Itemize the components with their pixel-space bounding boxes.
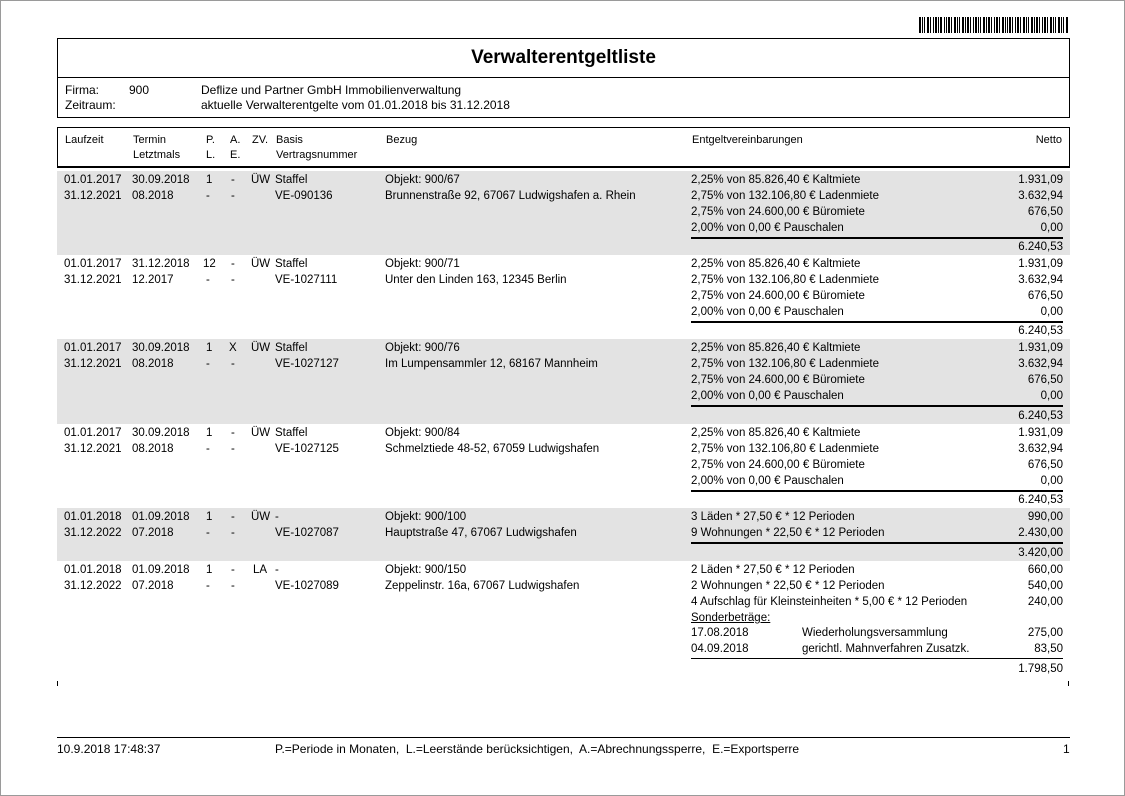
laufzeit-start: 01.01.2018 (64, 564, 122, 576)
laufzeit-end: 31.12.2021 (64, 358, 122, 370)
vertragsnummer: VE-1027087 (275, 527, 339, 539)
periode: 1 (206, 511, 213, 523)
exportsperre: - (231, 443, 235, 455)
basis: Staffel (275, 342, 308, 354)
zeitraum-label: Zeitraum: (65, 98, 116, 112)
entgelt-amount: 676,50 (1027, 290, 1063, 302)
table-row (57, 339, 1070, 424)
total-divider (691, 490, 1063, 492)
entgelt-item: 2,75% von 132.106,80 € Ladenmiete (691, 443, 879, 455)
row-total: 6.240,53 (1018, 241, 1063, 253)
entgelt-item: 9 Wohnungen * 22,50 € * 12 Perioden (691, 527, 885, 539)
zeitraum-text: aktuelle Verwalterentgelte vom 01.01.2018 bis 31.12.2018 (201, 98, 510, 112)
vertragsnummer: VE-1027089 (275, 580, 339, 592)
table-row (57, 171, 1070, 255)
crop-mark (1068, 681, 1069, 686)
abrechnungssperre: X (229, 342, 237, 354)
zahlungsverfahren: ÜW (251, 427, 271, 439)
entgelt-item: 2 Wohnungen * 22,50 € * 12 Perioden (691, 580, 885, 592)
sonder-date: 17.08.2018 (691, 627, 749, 639)
exportsperre: - (231, 190, 235, 202)
entgelt-item: 2,00% von 0,00 € Pauschalen (691, 475, 844, 487)
adresse: Brunnenstraße 92, 67067 Ludwigshafen a. Rhein (385, 190, 636, 202)
entgelt-amount: 3.632,94 (1018, 358, 1063, 370)
letztmals: 08.2018 (132, 443, 174, 455)
objekt: Objekt: 900/76 (385, 342, 460, 354)
footer-divider (57, 737, 1070, 738)
divider (58, 77, 1069, 78)
entgelt-amount: 240,00 (1027, 596, 1063, 608)
laufzeit-start: 01.01.2017 (64, 258, 122, 270)
basis: - (275, 564, 279, 576)
entgelt-item: 4 Aufschlag für Kleinsteinheiten * 5,00 € * 12 Perioden (691, 596, 968, 608)
entgelt-amount: 990,00 (1027, 511, 1063, 523)
col-netto: Netto (1035, 134, 1062, 146)
exportsperre: - (231, 274, 235, 286)
laufzeit-start: 01.01.2017 (64, 174, 122, 186)
objekt: Objekt: 900/71 (385, 258, 460, 270)
total-divider (691, 542, 1063, 544)
adresse: Unter den Linden 163, 12345 Berlin (385, 274, 567, 286)
basis: Staffel (275, 174, 308, 186)
termin: 30.09.2018 (132, 174, 190, 186)
entgelt-item: 2,75% von 24.600,00 € Büromiete (691, 290, 865, 302)
termin: 01.09.2018 (132, 564, 190, 576)
termin: 31.12.2018 (132, 258, 190, 270)
col-l: L. (206, 149, 216, 161)
termin: 01.09.2018 (132, 511, 190, 523)
entgelt-amount: 1.931,09 (1018, 258, 1063, 270)
entgelt-amount: 0,00 (1040, 390, 1063, 402)
entgelt-amount: 1.931,09 (1018, 174, 1063, 186)
entgelt-item: 2,75% von 132.106,80 € Ladenmiete (691, 358, 879, 370)
table-row (57, 508, 1070, 561)
entgelt-amount: 676,50 (1027, 374, 1063, 386)
entgelt-item: 2,25% von 85.826,40 € Kaltmiete (691, 427, 861, 439)
letztmals: 07.2018 (132, 580, 174, 592)
row-total: 6.240,53 (1018, 494, 1063, 506)
table-row (57, 561, 1070, 679)
page-number: 1 (1063, 742, 1070, 756)
zahlungsverfahren: ÜW (251, 258, 271, 270)
col-a: A. (230, 134, 241, 146)
vertragsnummer: VE-1027125 (275, 443, 339, 455)
leerstand: - (206, 580, 210, 592)
abrechnungssperre: - (231, 427, 235, 439)
zahlungsverfahren: ÜW (251, 174, 271, 186)
periode: 1 (206, 564, 213, 576)
adresse: Schmelztiede 48-52, 67059 Ludwigshafen (385, 443, 600, 455)
footer-legend: P.=Periode in Monaten, L.=Leerstände berücksichtigen, A.=Abrechnungssperre, E.=Exportsperre (275, 742, 800, 756)
sonder-date: 04.09.2018 (691, 643, 749, 655)
barcode-icon (919, 17, 1069, 33)
entgelt-item: 2,75% von 132.106,80 € Ladenmiete (691, 190, 879, 202)
zahlungsverfahren: LA (253, 564, 268, 576)
report-header (57, 38, 1070, 118)
row-total: 6.240,53 (1018, 325, 1063, 337)
col-laufzeit: Laufzeit (65, 134, 104, 146)
basis: Staffel (275, 427, 308, 439)
objekt: Objekt: 900/67 (385, 174, 460, 186)
entgelt-amount: 3.632,94 (1018, 274, 1063, 286)
entgelt-amount: 676,50 (1027, 459, 1063, 471)
entgelt-amount: 2.430,00 (1018, 527, 1063, 539)
entgelt-amount: 0,00 (1040, 222, 1063, 234)
adresse: Im Lumpensammler 12, 68167 Mannheim (385, 358, 598, 370)
zahlungsverfahren: ÜW (251, 342, 271, 354)
entgelt-item: 3 Läden * 27,50 € * 12 Perioden (691, 511, 855, 523)
abrechnungssperre: - (231, 174, 235, 186)
termin: 30.09.2018 (132, 427, 190, 439)
entgelt-amount: 3.632,94 (1018, 190, 1063, 202)
sonder-text: Wiederholungsversammlung (802, 627, 948, 639)
abrechnungssperre: - (231, 258, 235, 270)
exportsperre: - (231, 580, 235, 592)
abrechnungssperre: - (231, 564, 235, 576)
entgelt-item: 2,00% von 0,00 € Pauschalen (691, 222, 844, 234)
col-basis: Basis (276, 134, 303, 146)
entgelt-amount: 0,00 (1040, 306, 1063, 318)
col-e: E. (230, 149, 241, 161)
objekt: Objekt: 900/150 (385, 564, 467, 576)
table-row (57, 424, 1070, 508)
total-divider (691, 405, 1063, 407)
col-letztmals: Letztmals (133, 149, 181, 161)
entgelt-item: 2,00% von 0,00 € Pauschalen (691, 306, 844, 318)
objekt: Objekt: 900/84 (385, 427, 460, 439)
sonderbetraege-label: Sonderbeträge: (691, 612, 771, 624)
sonder-amount: 83,50 (1034, 643, 1063, 655)
total-divider (691, 321, 1063, 323)
exportsperre: - (231, 358, 235, 370)
adresse: Hauptstraße 47, 67067 Ludwigshafen (385, 527, 577, 539)
firma-number: 900 (129, 83, 150, 97)
firma-label: Firma: (65, 83, 99, 97)
letztmals: 08.2018 (132, 358, 174, 370)
entgelt-item: 2,75% von 24.600,00 € Büromiete (691, 206, 865, 218)
entgelt-item: 2,25% von 85.826,40 € Kaltmiete (691, 258, 861, 270)
letztmals: 12.2017 (132, 274, 174, 286)
leerstand: - (206, 527, 210, 539)
col-termin: Termin (133, 134, 167, 146)
periode: 1 (206, 342, 213, 354)
periode: 12 (203, 258, 216, 270)
sonder-text: gerichtl. Mahnverfahren Zusatzk. (802, 643, 970, 655)
laufzeit-end: 31.12.2021 (64, 274, 122, 286)
entgelt-amount: 676,50 (1027, 206, 1063, 218)
leerstand: - (206, 274, 210, 286)
abrechnungssperre: - (231, 511, 235, 523)
table-header (57, 127, 1070, 168)
laufzeit-end: 31.12.2021 (64, 190, 122, 202)
entgelt-amount: 660,00 (1027, 564, 1063, 576)
leerstand: - (206, 358, 210, 370)
basis: - (275, 511, 279, 523)
adresse: Zeppelinstr. 16a, 67067 Ludwigshafen (385, 580, 580, 592)
total-divider (691, 658, 1063, 659)
col-bezug: Bezug (386, 134, 418, 146)
row-total: 1.798,50 (1018, 663, 1063, 675)
laufzeit-end: 31.12.2021 (64, 443, 122, 455)
basis: Staffel (275, 258, 308, 270)
zahlungsverfahren: ÜW (251, 511, 271, 523)
entgelt-amount: 1.931,09 (1018, 427, 1063, 439)
total-divider (691, 237, 1063, 239)
entgelt-item: 2,75% von 132.106,80 € Ladenmiete (691, 274, 879, 286)
entgelt-item: 2,25% von 85.826,40 € Kaltmiete (691, 174, 861, 186)
entgelt-item: 2,00% von 0,00 € Pauschalen (691, 390, 844, 402)
col-vertragsnummer: Vertragsnummer (276, 149, 358, 161)
laufzeit-end: 31.12.2022 (64, 580, 122, 592)
vertragsnummer: VE-090136 (275, 190, 333, 202)
laufzeit-start: 01.01.2017 (64, 427, 122, 439)
entgelt-amount: 0,00 (1040, 475, 1063, 487)
print-timestamp: 10.9.2018 17:48:37 (57, 742, 161, 756)
laufzeit-start: 01.01.2018 (64, 511, 122, 523)
leerstand: - (206, 190, 210, 202)
entgelt-item: 2 Läden * 27,50 € * 12 Perioden (691, 564, 855, 576)
row-total: 6.240,53 (1018, 410, 1063, 422)
entgelt-item: 2,75% von 24.600,00 € Büromiete (691, 459, 865, 471)
letztmals: 07.2018 (132, 527, 174, 539)
laufzeit-start: 01.01.2017 (64, 342, 122, 354)
row-total: 3.420,00 (1018, 547, 1063, 559)
entgelt-amount: 1.931,09 (1018, 342, 1063, 354)
col-p: P. (206, 134, 215, 146)
periode: 1 (206, 427, 213, 439)
letztmals: 08.2018 (132, 190, 174, 202)
laufzeit-end: 31.12.2022 (64, 527, 122, 539)
sonder-amount: 275,00 (1027, 627, 1063, 639)
entgelt-item: 2,25% von 85.826,40 € Kaltmiete (691, 342, 861, 354)
entgelt-amount: 3.632,94 (1018, 443, 1063, 455)
col-entgelt: Entgeltvereinbarungen (692, 134, 803, 146)
col-zv: ZV. (252, 134, 269, 146)
objekt: Objekt: 900/100 (385, 511, 467, 523)
firma-name: Deflize und Partner GmbH Immobilienverwaltung (201, 83, 462, 97)
vertragsnummer: VE-1027127 (275, 358, 339, 370)
table-row (57, 255, 1070, 339)
periode: 1 (206, 174, 213, 186)
termin: 30.09.2018 (132, 342, 190, 354)
vertragsnummer: VE-1027111 (275, 274, 338, 286)
leerstand: - (206, 443, 210, 455)
crop-mark (57, 681, 58, 686)
entgelt-amount: 540,00 (1027, 580, 1063, 592)
report-title: Verwalterentgeltliste (471, 47, 656, 68)
entgelt-item: 2,75% von 24.600,00 € Büromiete (691, 374, 865, 386)
exportsperre: - (231, 527, 235, 539)
